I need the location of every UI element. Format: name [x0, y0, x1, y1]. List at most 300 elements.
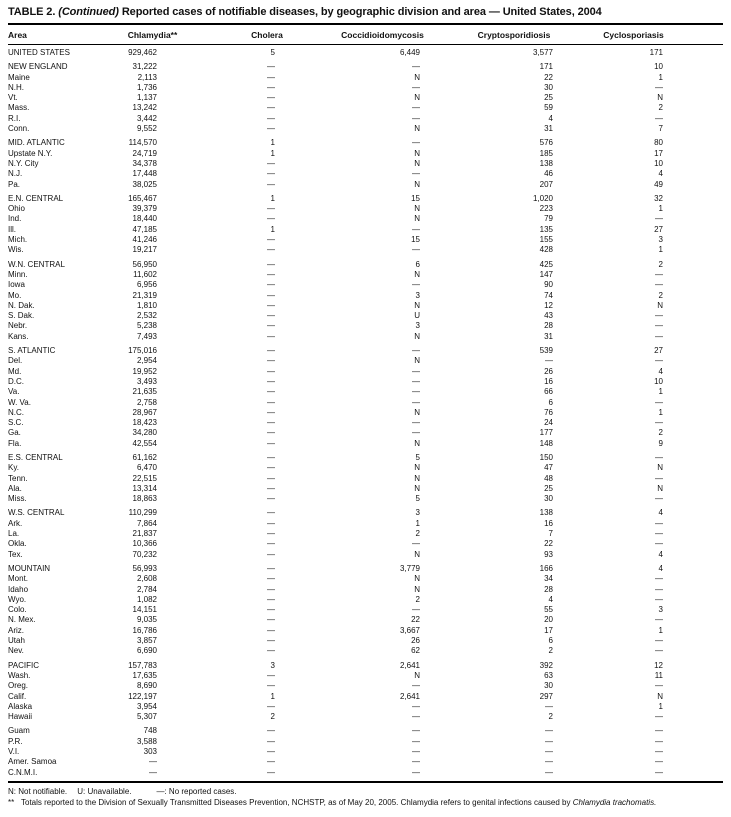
value-cell: 2,954 — [136, 356, 157, 366]
value-cell: N — [657, 483, 663, 493]
table-row — [8, 539, 723, 549]
value-cell: 303 — [143, 747, 157, 756]
value-cell: — — [655, 311, 663, 321]
area-cell: Ariz. — [8, 625, 24, 635]
footnote-text — [21, 798, 723, 809]
table-row — [8, 134, 723, 148]
value-cell: 2,113 — [137, 72, 157, 82]
value-cell: 3,779 — [399, 563, 420, 573]
value-cell: — — [412, 726, 420, 736]
value-cell: 3,667 — [399, 625, 420, 635]
value-cell: N — [414, 670, 420, 680]
area-cell: Wash. — [8, 670, 31, 680]
value-cell: — — [267, 290, 275, 300]
value-cell: — — [267, 321, 275, 331]
area-cell: Wis. — [8, 245, 24, 255]
area-cell: D.C. — [8, 376, 24, 386]
value-cell: N — [657, 300, 663, 310]
value-cell: 19,952 — [132, 366, 157, 376]
footnotes — [8, 787, 723, 809]
footnote-text-italic: Chlamydia trachomatis. — [572, 798, 657, 808]
value-cell: — — [655, 726, 663, 736]
area-cell: Minn. — [8, 269, 28, 279]
value-cell: — — [267, 508, 275, 518]
value-cell: 8,690 — [136, 681, 157, 691]
value-cell: 138 — [539, 158, 553, 168]
value-cell: U — [414, 311, 420, 321]
value-cell: — — [267, 245, 275, 255]
value-cell: — — [655, 636, 663, 646]
area-cell: N.H. — [8, 82, 24, 92]
value-cell: 7 — [658, 124, 663, 134]
value-cell: — — [267, 356, 275, 366]
area-cell: Oreg. — [8, 681, 29, 691]
value-cell: — — [412, 418, 420, 428]
value-cell: 4 — [548, 113, 553, 123]
value-cell: — — [267, 736, 275, 746]
value-cell: 157,783 — [128, 660, 157, 670]
value-cell: 2,758 — [136, 397, 157, 407]
value-cell: 55 — [544, 605, 553, 615]
table-row — [8, 605, 723, 615]
column-header-cholera: Cholera — [195, 25, 315, 45]
table-row — [8, 712, 723, 722]
value-cell: 1 — [658, 701, 663, 711]
value-cell: 25 — [544, 93, 553, 103]
value-cell: — — [149, 757, 157, 767]
value-cell: N — [414, 483, 420, 493]
value-cell: 79 — [544, 214, 553, 224]
footnote-legend — [8, 787, 723, 798]
value-cell: 22,515 — [132, 473, 157, 483]
value-cell: — — [267, 529, 275, 539]
value-cell: — — [655, 397, 663, 407]
area-cell: Ga. — [8, 428, 21, 438]
value-cell: 24,719 — [132, 148, 157, 158]
value-cell: — — [412, 539, 420, 549]
value-cell: — — [655, 747, 663, 756]
value-cell: 26 — [544, 366, 553, 376]
value-cell: 2 — [658, 103, 663, 113]
table-row — [8, 408, 723, 418]
table-row — [8, 737, 723, 747]
value-cell: 32 — [654, 193, 663, 203]
table-row — [8, 311, 723, 321]
value-cell: 39,379 — [132, 204, 157, 214]
value-cell: — — [267, 428, 275, 438]
value-cell: 59 — [544, 103, 553, 113]
value-cell: 2 — [415, 529, 420, 539]
value-cell: 2,532 — [136, 311, 157, 321]
value-cell: — — [655, 418, 663, 428]
area-cell: W.S. CENTRAL — [8, 508, 65, 518]
value-cell: 4 — [548, 594, 553, 604]
value-cell: 6,470 — [136, 463, 157, 473]
value-cell: 185 — [539, 148, 553, 158]
value-cell: — — [267, 113, 275, 123]
value-cell: — — [267, 158, 275, 168]
footnote-text-regular: Totals reported to the Division of Sexually Transmitted Diseases Prevention, NCHSTP, as of May 20, 2005. Chlamydia refers to genital infections caused by — [21, 798, 571, 808]
value-cell: N — [414, 204, 420, 214]
table-row — [8, 747, 723, 757]
value-cell: — — [655, 494, 663, 504]
value-cell: — — [655, 269, 663, 279]
area-cell: N.C. — [8, 407, 24, 417]
value-cell: — — [412, 428, 420, 438]
area-cell: Alaska — [8, 701, 33, 711]
area-cell: N.J. — [8, 169, 23, 179]
value-cell: — — [655, 473, 663, 483]
value-cell: N — [414, 356, 420, 366]
value-cell: — — [412, 169, 420, 179]
value-cell: N — [414, 438, 420, 448]
value-cell: 16 — [544, 376, 553, 386]
value-cell: 3,588 — [136, 736, 157, 746]
legend-not-notifiable: N: Not notifiable. — [8, 786, 68, 796]
value-cell: 41,246 — [132, 235, 157, 245]
table-row — [8, 398, 723, 408]
area-cell: Hawaii — [8, 712, 33, 722]
table-row — [8, 615, 723, 625]
value-cell: 18,440 — [132, 214, 157, 224]
area-cell: S. Dak. — [8, 311, 35, 321]
value-cell: N — [414, 158, 420, 168]
value-cell: 1,020 — [532, 193, 553, 203]
table-row — [8, 291, 723, 301]
value-cell: — — [545, 736, 553, 746]
value-cell: 34 — [544, 574, 553, 584]
value-cell: — — [267, 726, 275, 736]
value-cell: 14,151 — [132, 605, 157, 615]
value-cell: 122,197 — [128, 691, 157, 701]
value-cell: 80 — [654, 138, 663, 148]
area-cell: P.R. — [8, 736, 23, 746]
value-cell: 43 — [544, 311, 553, 321]
value-cell: 6,956 — [136, 280, 157, 290]
value-cell: 17 — [654, 148, 663, 158]
value-cell: — — [655, 584, 663, 594]
value-cell: 34,378 — [132, 158, 157, 168]
table-row — [8, 449, 723, 463]
value-cell: 6 — [548, 397, 553, 407]
value-cell: — — [655, 331, 663, 341]
legend-unavailable: U: Unavailable. — [77, 786, 132, 796]
value-cell: 7,493 — [136, 331, 157, 341]
value-cell: 13,314 — [132, 483, 157, 493]
value-cell: — — [267, 539, 275, 549]
table-header — [8, 25, 723, 45]
value-cell: 10,366 — [132, 539, 157, 549]
value-cell: 30 — [544, 494, 553, 504]
table-row — [8, 73, 723, 83]
value-cell: 2 — [658, 290, 663, 300]
value-cell: 748 — [143, 726, 157, 736]
value-cell: 47,185 — [132, 224, 157, 234]
value-cell: 6,449 — [399, 48, 420, 57]
value-cell: 3 — [658, 605, 663, 615]
value-cell: — — [267, 494, 275, 504]
title-continued: (Continued) — [58, 6, 119, 18]
value-cell: 138 — [539, 508, 553, 518]
table-row — [8, 377, 723, 387]
value-cell: 1 — [415, 518, 420, 528]
area-cell: UNITED STATES — [8, 48, 70, 57]
value-cell: — — [412, 387, 420, 397]
value-cell: — — [267, 418, 275, 428]
value-cell: — — [267, 82, 275, 92]
value-cell: — — [412, 113, 420, 123]
value-cell: 21,635 — [132, 387, 157, 397]
column-header-cyclosporiasis: Cyclosporiasis — [578, 25, 723, 45]
value-cell: 3,577 — [532, 48, 553, 57]
value-cell: — — [655, 82, 663, 92]
value-cell: N — [414, 463, 420, 473]
area-cell: S. ATLANTIC — [8, 346, 56, 356]
value-cell: 150 — [539, 452, 553, 462]
area-cell: Amer. Samoa — [8, 757, 57, 767]
value-cell: 27 — [654, 224, 663, 234]
value-cell: — — [412, 757, 420, 767]
value-cell: 62 — [411, 646, 420, 656]
table-row — [8, 595, 723, 605]
area-cell: Wyo. — [8, 594, 27, 604]
area-cell: Miss. — [8, 494, 27, 504]
value-cell: — — [412, 280, 420, 290]
value-cell: 48 — [544, 473, 553, 483]
table-row — [8, 387, 723, 397]
value-cell: 3 — [270, 660, 275, 670]
value-cell: 6,690 — [136, 646, 157, 656]
area-cell: C.N.M.I. — [8, 767, 38, 777]
value-cell: — — [267, 563, 275, 573]
table-row — [8, 367, 723, 377]
value-cell: 166 — [539, 563, 553, 573]
value-cell: 114,570 — [128, 138, 157, 148]
title-text: Reported cases of notifiable diseases, by geographic division and area — United States, 2004 — [121, 6, 602, 18]
value-cell: 110,299 — [128, 508, 157, 518]
value-cell: 177 — [539, 428, 553, 438]
table-row — [8, 657, 723, 671]
value-cell: — — [267, 625, 275, 635]
value-cell: 42,554 — [132, 438, 157, 448]
value-cell: 76 — [544, 407, 553, 417]
value-cell: — — [267, 584, 275, 594]
value-cell: — — [412, 138, 420, 148]
table-row — [8, 245, 723, 255]
footnote-note — [8, 798, 723, 809]
value-cell: 10 — [654, 62, 663, 72]
legend-no-reported-cases: —: No reported cases. — [156, 786, 237, 796]
column-header-area: Area — [8, 25, 110, 45]
table-row — [8, 474, 723, 484]
value-cell: 428 — [539, 245, 553, 255]
value-cell: 155 — [539, 235, 553, 245]
value-cell: 21,837 — [132, 529, 157, 539]
value-cell: — — [267, 463, 275, 473]
area-cell: R.I. — [8, 113, 21, 123]
area-cell: V.I. — [8, 747, 20, 756]
area-cell: Nebr. — [8, 321, 28, 331]
value-cell: N — [657, 691, 663, 701]
value-cell: 13,242 — [132, 103, 157, 113]
value-cell: 2 — [658, 259, 663, 269]
value-cell: 3,857 — [136, 636, 157, 646]
column-header-cryptosporidiosis: Cryptosporidiosis — [450, 25, 578, 45]
table-row — [8, 124, 723, 134]
value-cell: — — [149, 767, 157, 777]
area-cell: Colo. — [8, 605, 27, 615]
value-cell: 28 — [544, 584, 553, 594]
value-cell: — — [412, 376, 420, 386]
value-cell: — — [655, 356, 663, 366]
value-cell: — — [655, 518, 663, 528]
area-cell: PACIFIC — [8, 660, 39, 670]
table-body — [8, 45, 723, 782]
value-cell: N — [414, 269, 420, 279]
value-cell: 49 — [654, 179, 663, 189]
table-row — [8, 692, 723, 702]
value-cell: — — [655, 712, 663, 722]
table-row — [8, 149, 723, 159]
area-cell: La. — [8, 529, 20, 539]
value-cell: N — [414, 179, 420, 189]
value-cell: — — [267, 235, 275, 245]
value-cell: 147 — [539, 269, 553, 279]
area-cell: Md. — [8, 366, 22, 376]
value-cell: 25 — [544, 483, 553, 493]
area-cell: Tex. — [8, 549, 23, 559]
area-cell: Tenn. — [8, 473, 28, 483]
value-cell: 6 — [548, 636, 553, 646]
value-cell: 171 — [649, 48, 663, 57]
table-row — [8, 321, 723, 331]
value-cell: 4 — [658, 508, 663, 518]
area-cell: Ala. — [8, 483, 22, 493]
table-row — [8, 225, 723, 235]
value-cell: 1 — [658, 387, 663, 397]
value-cell: — — [412, 62, 420, 72]
area-cell: Fla. — [8, 438, 22, 448]
value-cell: — — [267, 701, 275, 711]
table-row — [8, 529, 723, 539]
table-row — [8, 214, 723, 224]
value-cell: 1 — [270, 138, 275, 148]
value-cell: — — [267, 311, 275, 321]
value-cell: 66 — [544, 387, 553, 397]
value-cell: 18,863 — [132, 494, 157, 504]
value-cell: — — [412, 681, 420, 691]
table-row — [8, 519, 723, 529]
value-cell: 63 — [544, 670, 553, 680]
value-cell: 171 — [539, 62, 553, 72]
value-cell: — — [545, 767, 553, 777]
area-cell: NEW ENGLAND — [8, 62, 68, 72]
value-cell: 70,232 — [132, 549, 157, 559]
value-cell: 1 — [658, 625, 663, 635]
value-cell: N — [414, 124, 420, 134]
area-cell: W. Va. — [8, 397, 31, 407]
value-cell: — — [267, 767, 275, 777]
value-cell: 20 — [544, 615, 553, 625]
value-cell: 425 — [539, 259, 553, 269]
notifiable-diseases-table — [8, 25, 723, 783]
value-cell: — — [655, 280, 663, 290]
value-cell: 47 — [544, 463, 553, 473]
value-cell: N — [414, 72, 420, 82]
value-cell: — — [267, 280, 275, 290]
value-cell: 56,950 — [132, 259, 157, 269]
value-cell: — — [267, 594, 275, 604]
value-cell: — — [412, 736, 420, 746]
value-cell: 165,467 — [128, 193, 157, 203]
table-row — [8, 550, 723, 560]
area-cell: Calif. — [8, 691, 27, 701]
table-row — [8, 636, 723, 646]
value-cell: 4 — [658, 563, 663, 573]
table-row — [8, 190, 723, 204]
value-cell: — — [267, 407, 275, 417]
area-cell: S.C. — [8, 418, 24, 428]
value-cell: — — [655, 214, 663, 224]
table-row — [8, 103, 723, 113]
value-cell: 3,954 — [136, 701, 157, 711]
table-row — [8, 722, 723, 736]
value-cell: — — [412, 346, 420, 356]
value-cell: 1 — [658, 204, 663, 214]
table-row — [8, 235, 723, 245]
value-cell: 10 — [654, 376, 663, 386]
value-cell: — — [655, 594, 663, 604]
table-row — [8, 626, 723, 636]
value-cell: 2,608 — [136, 574, 157, 584]
area-cell: E.S. CENTRAL — [8, 452, 63, 462]
value-cell: 6 — [415, 259, 420, 269]
value-cell: — — [655, 321, 663, 331]
value-cell: 3 — [415, 290, 420, 300]
value-cell: N — [414, 407, 420, 417]
table-row — [8, 270, 723, 280]
table-number: TABLE 2. — [8, 6, 56, 18]
value-cell: — — [267, 452, 275, 462]
table-row — [8, 169, 723, 179]
value-cell: 1 — [658, 407, 663, 417]
table-row — [8, 418, 723, 428]
table-row — [8, 484, 723, 494]
value-cell: 175,016 — [128, 346, 157, 356]
value-cell: — — [412, 747, 420, 756]
value-cell: 4 — [658, 366, 663, 376]
value-cell: — — [655, 113, 663, 123]
value-cell: N — [414, 148, 420, 158]
table-row — [8, 463, 723, 473]
area-cell: Okla. — [8, 539, 27, 549]
table-row — [8, 574, 723, 584]
table-row — [8, 681, 723, 691]
value-cell: — — [267, 331, 275, 341]
value-cell: — — [412, 397, 420, 407]
value-cell: 30 — [544, 681, 553, 691]
value-cell: 7 — [548, 529, 553, 539]
value-cell: 30 — [544, 82, 553, 92]
value-cell: N — [414, 93, 420, 103]
value-cell: 17 — [544, 625, 553, 635]
area-cell: Mass. — [8, 103, 30, 113]
table-row — [8, 504, 723, 518]
value-cell: 21,319 — [132, 290, 157, 300]
area-cell: Mont. — [8, 574, 29, 584]
value-cell: N — [414, 214, 420, 224]
value-cell: 61,162 — [132, 452, 157, 462]
